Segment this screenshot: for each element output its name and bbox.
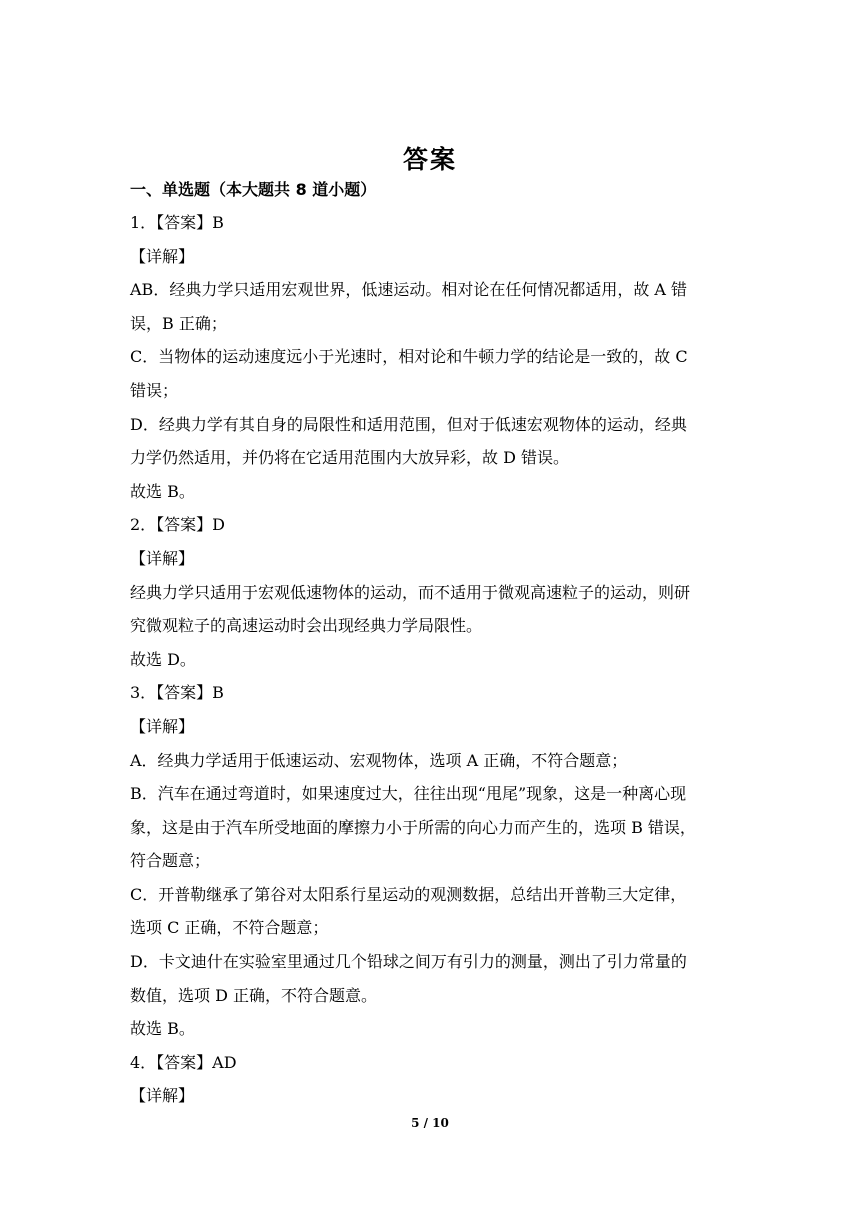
text-line: 【详解】	[130, 246, 195, 266]
text-line: 符合题意；	[130, 851, 211, 871]
text-line: 故选 B。	[130, 481, 195, 501]
text-line: 力学仍然适用，并仍将在它适用范围内大放异彩，故 D 错误。	[130, 448, 570, 468]
text-line: 故选 B。	[130, 1019, 195, 1039]
text-line: 【详解】	[130, 548, 195, 568]
text-line: C．开普勒继承了第谷对太阳系行星运动的观测数据，总结出开普勒三大定律，	[130, 884, 687, 904]
text-line: 错误；	[130, 380, 179, 400]
text-line: 误，B 正确；	[130, 313, 227, 333]
text-line: 究微观粒子的高速运动时会出现经典力学局限性。	[130, 616, 483, 636]
text-line: 4．【答案】AD	[130, 1052, 237, 1072]
text-line: 2．【答案】D	[130, 515, 226, 535]
answer-content	[130, 206, 730, 1113]
section-heading: 一、单选题（本大题共 8 道小题）	[130, 180, 377, 199]
text-line: 【详解】	[130, 1086, 195, 1106]
text-line: 选项 C 正确，不符合题意；	[130, 918, 329, 938]
text-line: A．经典力学适用于低速运动、宏观物体，选项 A 正确，不符合题意；	[130, 750, 628, 770]
text-line: 数值，选项 D 正确，不符合题意。	[130, 985, 378, 1005]
page-number: 5 / 10	[411, 1116, 449, 1130]
text-line: 【详解】	[130, 716, 195, 736]
text-line: B．汽车在通过弯道时，如果速度过大，往往出现“甩尾”现象，这是一种离心现	[130, 784, 687, 804]
page-title: 答案	[402, 145, 457, 174]
text-line: 故选 D。	[130, 649, 196, 669]
text-line: 1．【答案】B	[130, 213, 224, 232]
text-line: 象，这是由于汽车所受地面的摩擦力小于所需的向心力而产生的，选项 B 错误，	[130, 817, 696, 837]
text-line: 3．【答案】B	[130, 683, 224, 703]
text-line: C．当物体的运动速度远小于光速时，相对论和牛顿力学的结论是一致的，故 C	[130, 347, 688, 367]
text-line: D．经典力学有其自身的局限性和适用范围，但对于低速宏观物体的运动，经典	[130, 414, 687, 434]
text-line: D．卡文迪什在实验室里通过几个铅球之间万有引力的测量，测出了引力常量的	[130, 952, 687, 972]
text-line: 经典力学只适用于宏观低速物体的运动，而不适用于微观高速粒子的运动，则研	[130, 582, 691, 602]
text-line: AB．经典力学只适用宏观世界，低速运动。相对论在任何情况都适用，故 A 错	[130, 280, 688, 300]
